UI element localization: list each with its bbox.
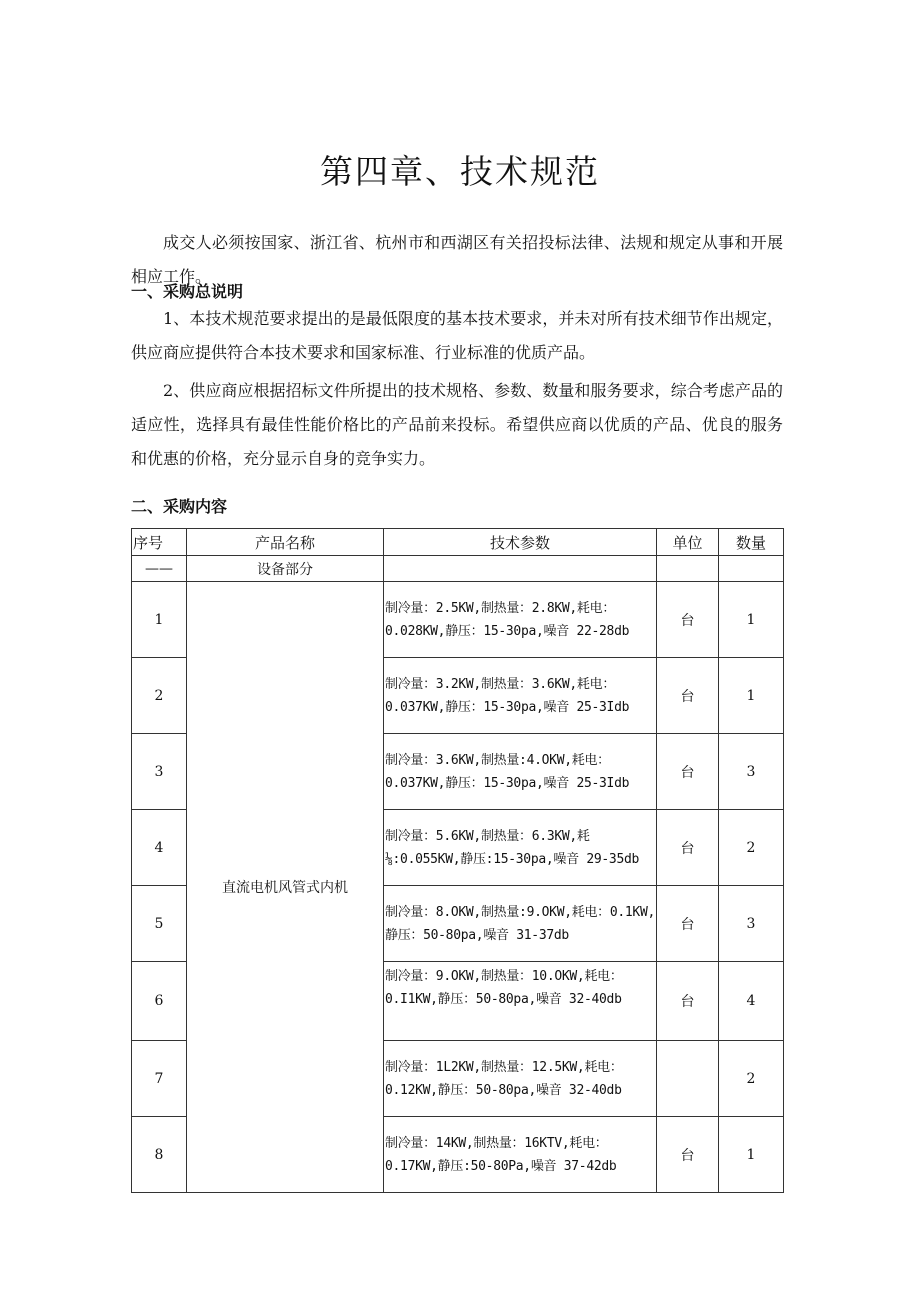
product-name-cell: 直流电机风管式内机 [187, 582, 384, 1193]
row-qty: 2 [719, 810, 784, 886]
row-seq: 7 [132, 1041, 187, 1117]
row-spec: 制冷量：9.OKW,制热量：10.OKW,耗电：0.I1KW,静压：50-80pa,噪音 32-40db [384, 962, 657, 1041]
row-seq: 3 [132, 734, 187, 810]
section2-heading: 二、采购内容 [131, 497, 228, 516]
page-title: 第四章、技术规范 [320, 152, 600, 191]
row-seq: 4 [132, 810, 187, 886]
row-unit [657, 1041, 719, 1117]
procurement-table [131, 528, 784, 1193]
table-header-row [132, 529, 784, 556]
header-name: 产品名称 [187, 529, 384, 556]
group-unit-empty [657, 556, 719, 582]
row-seq: 2 [132, 658, 187, 734]
row-qty: 1 [719, 658, 784, 734]
row-spec: 制冷量：2.5KW,制热量：2.8KW,耗电：0.028KW,静压：15-30pa,噪音 22-28db [384, 582, 657, 658]
row-seq: 1 [132, 582, 187, 658]
row-spec: 制冷量：3.2KW,制热量：3.6KW,耗电：0.037KW,静压：15-30pa,噪音 25-3Idb [384, 658, 657, 734]
table-row [132, 582, 784, 658]
row-unit: 台 [657, 658, 719, 734]
row-unit: 台 [657, 962, 719, 1041]
row-seq: 5 [132, 886, 187, 962]
row-spec: 制冷量：8.OKW,制热量:9.OKW,耗电：0.1KW,静压：50-80pa,噪音 31-37db [384, 886, 657, 962]
row-spec: 制冷量：1L2KW,制热量：12.5KW,耗电：0.12KW,静压：50-80pa,噪音 32-40db [384, 1041, 657, 1117]
header-seq: 序号 [132, 529, 187, 556]
group-name: 设备部分 [187, 556, 384, 582]
group-qty-empty [719, 556, 784, 582]
row-unit: 台 [657, 734, 719, 810]
row-spec: 制冷量：5.6KW,制热量：6.3KW,耗⅛:0.055KW,静压:15-30pa,噪音 29-35db [384, 810, 657, 886]
header-unit: 单位 [657, 529, 719, 556]
group-seq: —— [132, 556, 187, 582]
group-row [132, 556, 784, 582]
section1-heading: 一、采购总说明 [131, 282, 244, 301]
section1-paragraph-2: 2、供应商应根据招标文件所提出的技术规格、参数、数量和服务要求，综合考虑产品的适应性，选择具有最佳性能价格比的产品前来投标。希望供应商以优质的产品、优良的服务和优惠的价格，充分显示自身的竞争实力。 [131, 381, 783, 468]
row-qty: 1 [719, 582, 784, 658]
section1-paragraph-1: 1、本技术规范要求提出的是最低限度的基本技术要求，并未对所有技术细节作出规定，供应商应提供符合本技术要求和国家标准、行业标准的优质产品。 [131, 309, 783, 362]
row-spec: 制冷量：3.6KW,制热量:4.OKW,耗电：0.037KW,静压：15-30pa,噪音 25-3Idb [384, 734, 657, 810]
row-qty: 2 [719, 1041, 784, 1117]
header-spec: 技术参数 [384, 529, 657, 556]
row-qty: 3 [719, 734, 784, 810]
header-qty: 数量 [719, 529, 784, 556]
intro-paragraph: 成交人必须按国家、浙江省、杭州市和西湖区有关招投标法律、法规和规定从事和开展相应工作。 [131, 233, 783, 286]
row-unit: 台 [657, 810, 719, 886]
row-unit: 台 [657, 582, 719, 658]
row-seq: 6 [132, 962, 187, 1041]
row-spec: 制冷量：14KW,制热量：16KTV,耗电：0.17KW,静压:50-80Pa,噪音 37-42db [384, 1117, 657, 1193]
row-unit: 台 [657, 1117, 719, 1193]
row-qty: 1 [719, 1117, 784, 1193]
group-spec-empty [384, 556, 657, 582]
row-qty: 3 [719, 886, 784, 962]
row-qty: 4 [719, 962, 784, 1041]
row-seq: 8 [132, 1117, 187, 1193]
row-unit: 台 [657, 886, 719, 962]
